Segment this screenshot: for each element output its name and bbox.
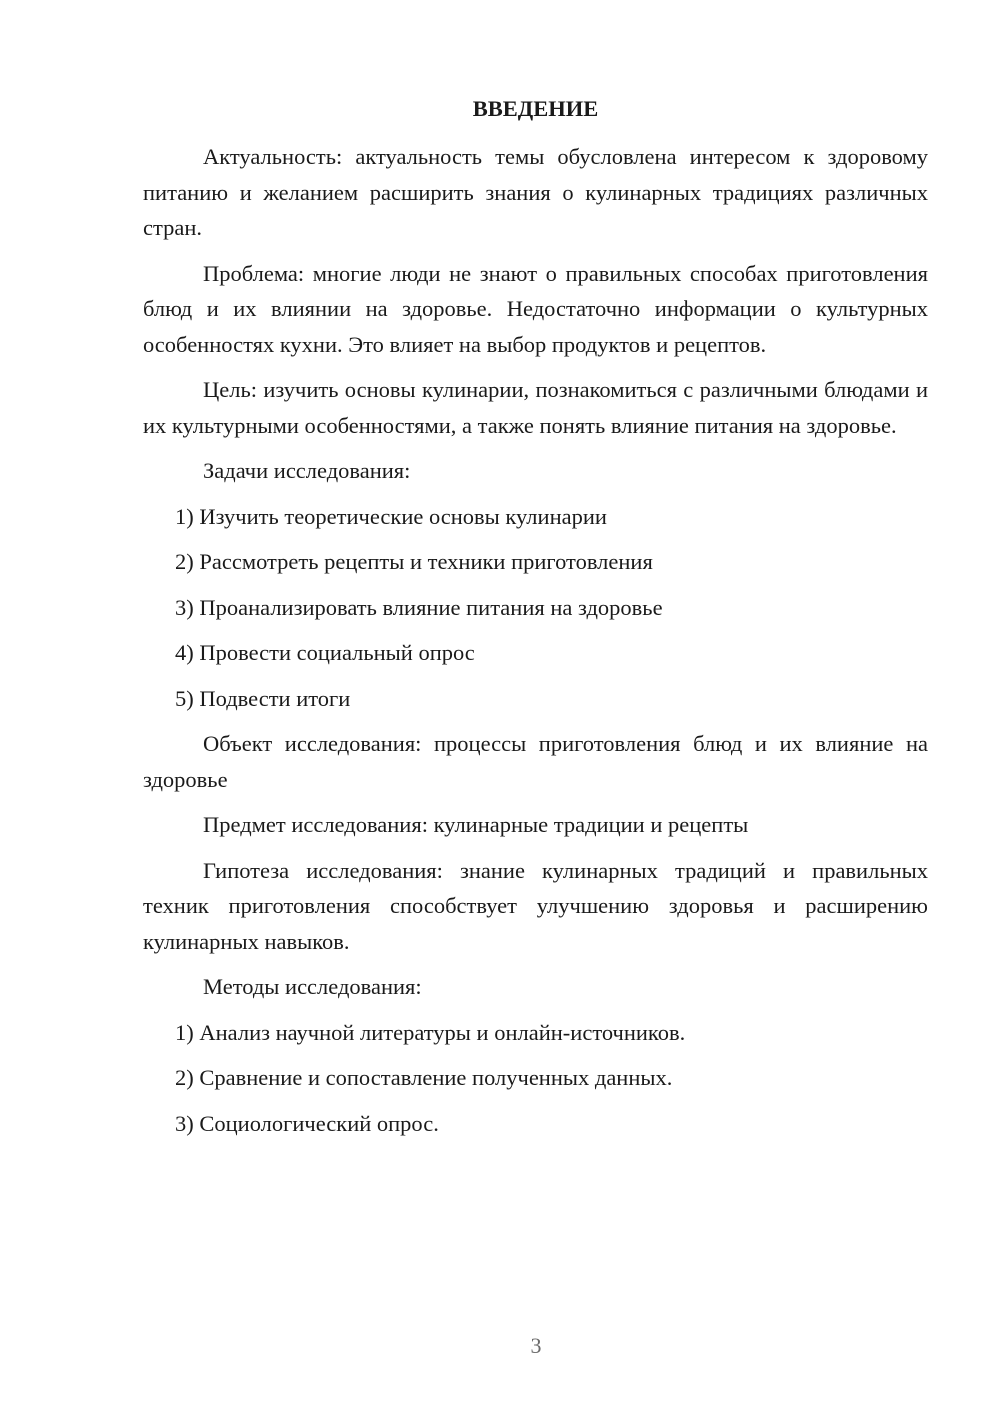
- problem-paragraph: Проблема: многие люди не знают о правильных способах приготовления блюд и их влиянии на здоровье. Недостаточно информации о культурных особенностях кухни. Это влияет на выбор продуктов и рецептов.: [143, 260, 928, 357]
- relevance-paragraph: Актуальность: актуальность темы обусловлена интересом к здоровому питанию и желанием расширить знания о кулинарных традициях различных стран.: [143, 144, 928, 240]
- section-title: ВВЕДЕНИЕ: [472, 96, 599, 121]
- task-item: 1) Изучить теоретические основы кулинарии: [175, 503, 607, 529]
- method-item: 2) Сравнение и сопоставление полученных данных.: [175, 1065, 673, 1090]
- method-item: 3) Социологический опрос.: [175, 1110, 439, 1136]
- page-content: [143, 92, 928, 1151]
- page-number: 3: [530, 1333, 542, 1358]
- tasks-heading: Задачи исследования:: [203, 458, 411, 483]
- hypothesis-paragraph: Гипотеза исследования: знание кулинарных традиций и правильных техник приготовления способствует улучшению здоровья и расширению кулинарных навыков.: [143, 857, 928, 954]
- task-item: 3) Проанализировать влияние питания на здоровье: [175, 594, 663, 620]
- task-item: 5) Подвести итоги: [175, 685, 351, 711]
- object-paragraph: Объект исследования: процессы приготовления блюд и их влияние на здоровье: [143, 731, 928, 792]
- subject-paragraph: Предмет исследования: кулинарные традиции и рецепты: [203, 812, 749, 837]
- task-item: 4) Провести социальный опрос: [175, 640, 475, 665]
- methods-heading: Методы исследования:: [203, 974, 422, 999]
- tasks-list: [143, 499, 928, 717]
- method-item: 1) Анализ научной литературы и онлайн-источников.: [175, 1019, 686, 1045]
- goal-paragraph: Цель: изучить основы кулинарии, познакомиться с различными блюдами и их культурными особенностями, а также понять влияние питания на здоровье.: [143, 377, 928, 438]
- methods-list: [143, 1015, 928, 1142]
- task-item: 2) Рассмотреть рецепты и техники приготовления: [175, 549, 653, 574]
